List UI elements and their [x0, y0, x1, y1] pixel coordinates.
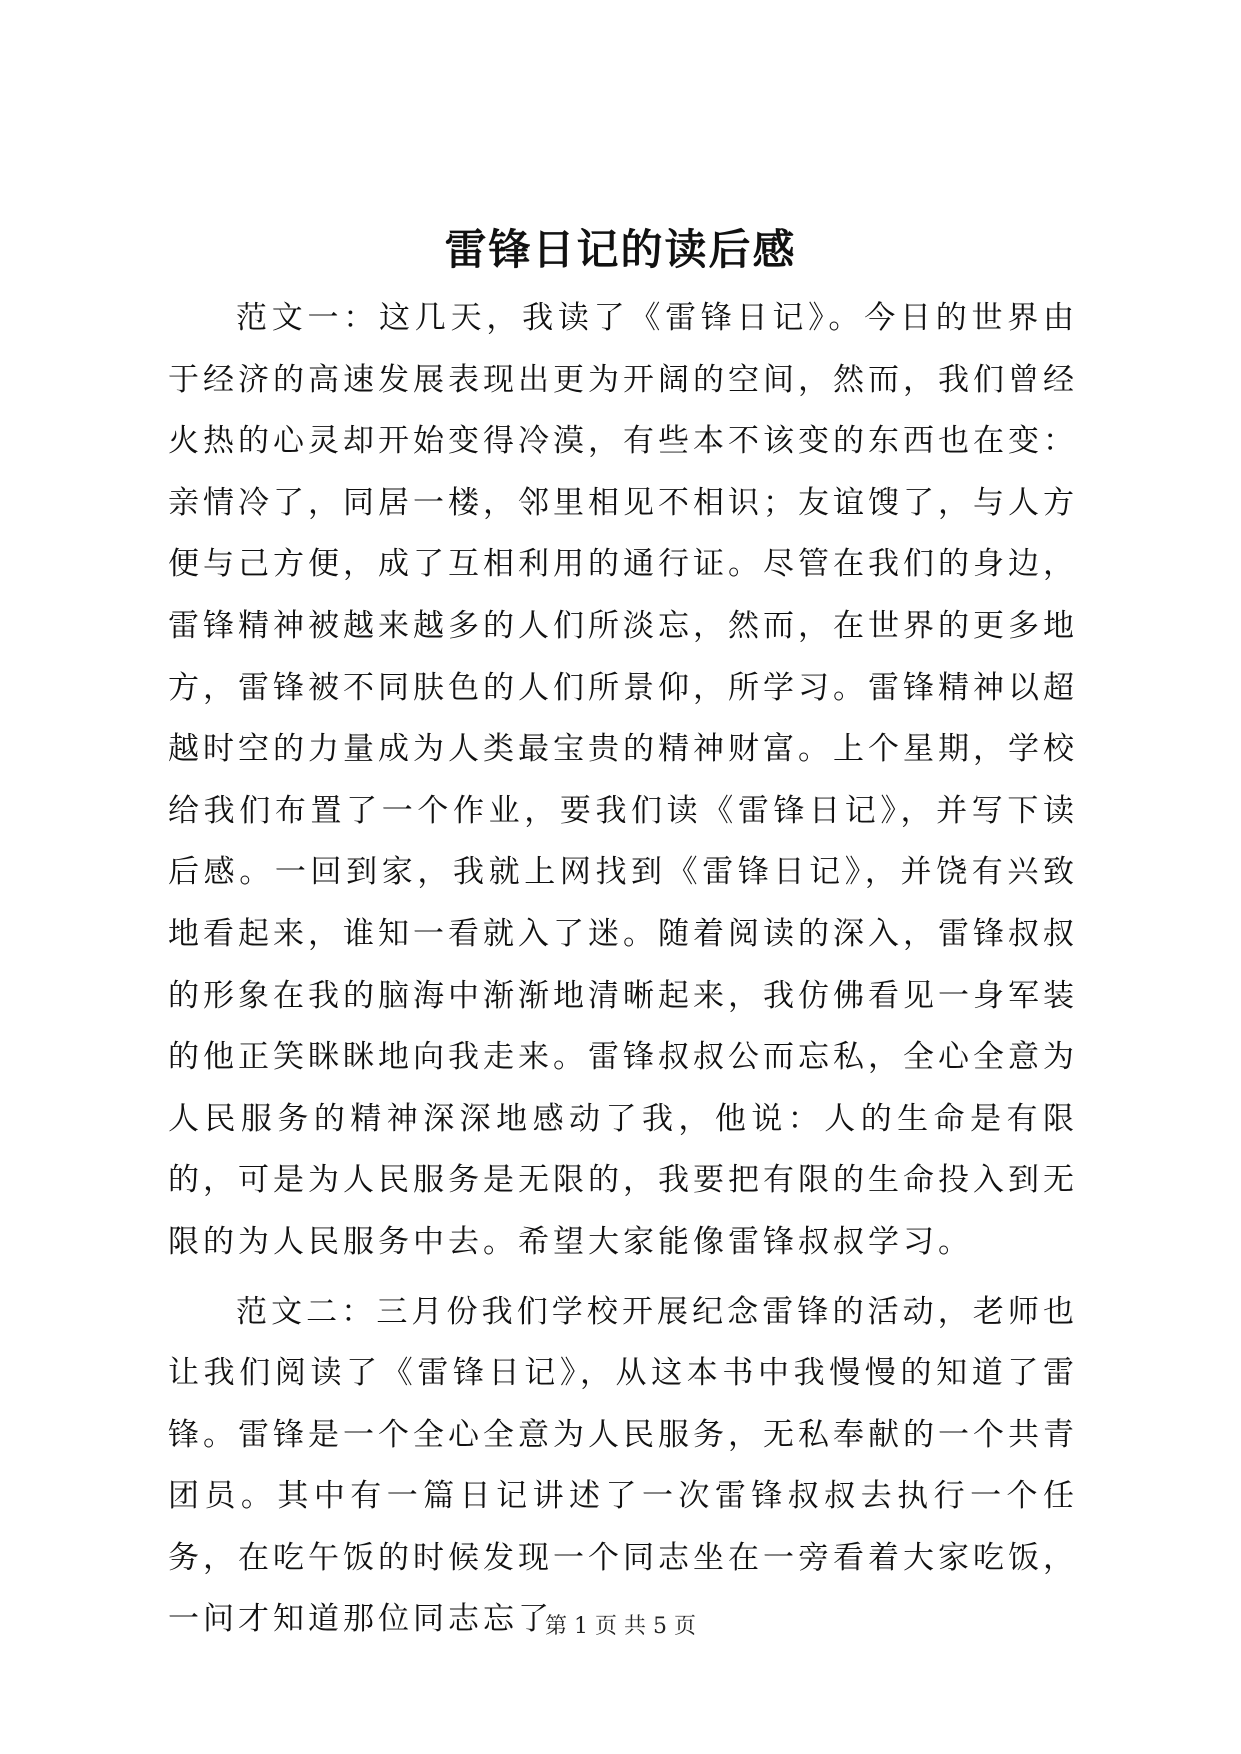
page-number-footer: 第 1 页 共 5 页 [545, 1614, 696, 1639]
document-title: 雷锋日记的读后感 [444, 225, 797, 274]
paragraph-sample-two: 范文二：三月份我们学校开展纪念雷锋的活动，老师也让我们阅读了《雷锋日记》，从这本书中我慢慢的知道了雷锋。雷锋是一个全心全意为人民服务，无私奉献的一个共青团员。其中有一篇日记讲述了一次雷锋叔叔去执行一个任务，在吃午饭的时候发现一个同志坐在一旁看着大家吃饭，一问才知道那位同志忘了 [168, 1293, 1078, 1638]
document-body [168, 288, 1078, 1651]
paragraph-sample-one: 范文一：这几天，我读了《雷锋日记》。今日的世界由于经济的高速发展表现出更为开阔的空间，然而，我们曾经火热的心灵却开始变得冷漠，有些本不该变的东西也在变：亲情冷了，同居一楼，邻里相见不相识；友谊馊了，与人方便与己方便，成了互相利用的通行证。尽管在我们的身边，雷锋精神被越来越多的人们所淡忘，然而，在世界的更多地方，雷锋被不同肤色的人们所景仰，所学习。雷锋精神以超越时空的力量成为人类最宝贵的精神财富。上个星期，学校给我们布置了一个作业，要我们读《雷锋日记》，并写下读后感。一回到家，我就上网找到《雷锋日记》，并饶有兴致地看起来，谁知一看就入了迷。随着阅读的深入，雷锋叔叔的形象在我的脑海中渐渐地清晰起来，我仿佛看见一身军装的他正笑眯眯地向我走来。雷锋叔叔公而忘私，全心全意为人民服务的精神深深地感动了我，他说：人的生命是有限的，可是为人民服务是无限的，我要把有限的生命投入到无限的为人民服务中去。希望大家能像雷锋叔叔学习。 [168, 300, 1078, 1260]
